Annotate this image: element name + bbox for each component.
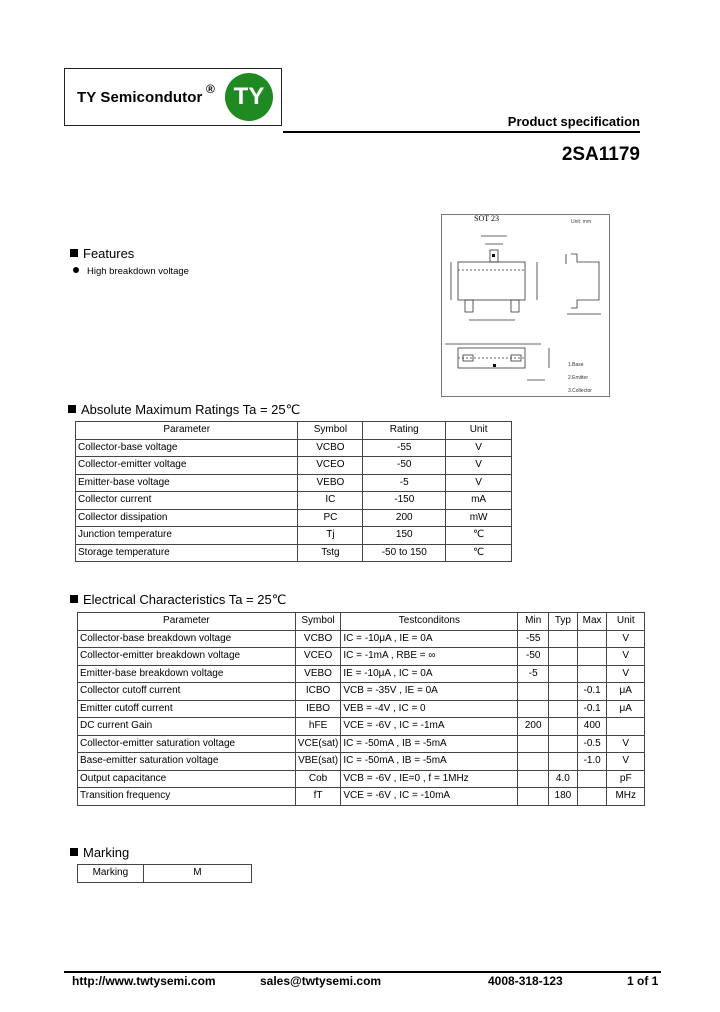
elec-char-table xyxy=(77,612,645,806)
footer-page-number: 1 of 1 xyxy=(627,974,659,988)
cell: -50 to 150 xyxy=(363,544,446,562)
cell: Collector cutoff current xyxy=(78,683,296,701)
cell: Tstg xyxy=(298,544,363,562)
table-row xyxy=(78,683,645,701)
table-row xyxy=(78,630,645,648)
cell: V xyxy=(607,648,645,666)
cell: Collector-base breakdown voltage xyxy=(78,630,296,648)
cell: VCBO xyxy=(298,439,363,457)
cell xyxy=(577,648,607,666)
marking-label: Marking xyxy=(78,865,144,883)
cell xyxy=(549,718,578,736)
package-name: SOT 23 xyxy=(474,214,499,223)
cell: Collector-emitter saturation voltage xyxy=(78,735,296,753)
cell: V xyxy=(607,630,645,648)
cell: V xyxy=(446,439,512,457)
marking-value: M xyxy=(143,865,251,883)
cell: VCBO xyxy=(295,630,341,648)
cell: VCEO xyxy=(298,457,363,475)
cell: VCE = -6V , IC = -10mA xyxy=(341,788,518,806)
cell: DC current Gain xyxy=(78,718,296,736)
cell xyxy=(549,683,578,701)
cell xyxy=(549,665,578,683)
cell: -5 xyxy=(518,665,549,683)
cell: Output capacitance xyxy=(78,770,296,788)
cell: Junction temperature xyxy=(76,527,298,545)
cell: Collector-emitter breakdown voltage xyxy=(78,648,296,666)
table-row xyxy=(76,457,512,475)
table-row xyxy=(78,865,252,883)
col-header: Rating xyxy=(363,422,446,440)
col-header: Symbol xyxy=(295,613,341,631)
cell: mA xyxy=(446,492,512,510)
cell: Collector-base voltage xyxy=(76,439,298,457)
cell: Base-emitter saturation voltage xyxy=(78,753,296,771)
square-bullet-icon xyxy=(70,848,78,856)
cell: VEBO xyxy=(298,474,363,492)
square-bullet-icon xyxy=(70,595,78,603)
cell: -55 xyxy=(363,439,446,457)
table-row xyxy=(76,474,512,492)
cell: Collector current xyxy=(76,492,298,510)
cell: V xyxy=(446,474,512,492)
cell: VBE(sat) xyxy=(295,753,341,771)
pin-label-1: 1.Base xyxy=(568,362,584,368)
col-header: Testconditons xyxy=(341,613,518,631)
cell: IC = -1mA , RBE = ∞ xyxy=(341,648,518,666)
cell: VCB = -35V , IE = 0A xyxy=(341,683,518,701)
cell: mW xyxy=(446,509,512,527)
cell: Storage temperature xyxy=(76,544,298,562)
cell xyxy=(549,630,578,648)
cell xyxy=(518,788,549,806)
cell: VCEO xyxy=(295,648,341,666)
col-header: Parameter xyxy=(78,613,296,631)
square-bullet-icon xyxy=(68,405,76,413)
col-header: Max xyxy=(577,613,607,631)
cell: -50 xyxy=(363,457,446,475)
cell: VCE = -6V , IC = -1mA xyxy=(341,718,518,736)
table-row xyxy=(78,648,645,666)
footer-website-link[interactable]: http://www.twtysemi.com xyxy=(72,974,216,988)
cell xyxy=(549,700,578,718)
cell xyxy=(518,700,549,718)
round-bullet-icon xyxy=(73,267,79,273)
cell: IC = -50mA , IB = -5mA xyxy=(341,753,518,771)
table-row xyxy=(76,527,512,545)
ty-logo-icon: TY xyxy=(225,73,273,121)
cell: Collector dissipation xyxy=(76,509,298,527)
cell: VEBO xyxy=(295,665,341,683)
cell: VEB = -4V , IC = 0 xyxy=(341,700,518,718)
cell: IEBO xyxy=(295,700,341,718)
cell xyxy=(549,735,578,753)
cell: -0.1 xyxy=(577,700,607,718)
square-bullet-icon xyxy=(70,249,78,257)
cell: fT xyxy=(295,788,341,806)
cell xyxy=(577,665,607,683)
company-logo-box xyxy=(64,68,282,126)
cell: VCB = -6V , IE=0 , f = 1MHz xyxy=(341,770,518,788)
cell: PC xyxy=(298,509,363,527)
cell xyxy=(518,735,549,753)
elec-char-heading xyxy=(70,592,286,608)
cell: IE = -10μA , IC = 0A xyxy=(341,665,518,683)
cell xyxy=(518,753,549,771)
cell: -5 xyxy=(363,474,446,492)
table-header-row xyxy=(76,422,512,440)
cell: μA xyxy=(607,700,645,718)
table-row xyxy=(78,700,645,718)
cell: IC = -50mA , IB = -5mA xyxy=(341,735,518,753)
cell: ℃ xyxy=(446,544,512,562)
cell xyxy=(577,788,607,806)
cell: V xyxy=(446,457,512,475)
table-row xyxy=(78,718,645,736)
cell: -0.1 xyxy=(577,683,607,701)
abs-max-table xyxy=(75,421,512,562)
cell: hFE xyxy=(295,718,341,736)
cell: Cob xyxy=(295,770,341,788)
cell: Emitter-base voltage xyxy=(76,474,298,492)
marking-heading xyxy=(70,845,129,860)
cell: V xyxy=(607,735,645,753)
cell xyxy=(518,770,549,788)
col-header: Typ xyxy=(549,613,578,631)
table-header-row xyxy=(78,613,645,631)
table-row xyxy=(78,665,645,683)
abs-max-heading xyxy=(68,402,300,418)
cell: V xyxy=(607,753,645,771)
cell xyxy=(518,683,549,701)
cell: IC xyxy=(298,492,363,510)
cell: -150 xyxy=(363,492,446,510)
features-heading-text: Features xyxy=(83,246,135,261)
cell: V xyxy=(607,665,645,683)
table-row xyxy=(78,770,645,788)
marking-heading-text: Marking xyxy=(83,845,130,860)
sot23-outline-drawing xyxy=(441,214,610,397)
cell: 4.0 xyxy=(549,770,578,788)
pin-label-3: 3.Collector xyxy=(568,388,592,394)
footer-phone: 4008-318-123 xyxy=(488,974,563,988)
cell: ICBO xyxy=(295,683,341,701)
table-row xyxy=(76,544,512,562)
col-header: Min xyxy=(518,613,549,631)
footer-divider xyxy=(64,971,661,973)
cell: Tj xyxy=(298,527,363,545)
cell: MHz xyxy=(607,788,645,806)
table-row xyxy=(76,492,512,510)
registered-mark: ® xyxy=(206,82,215,96)
footer-email-link[interactable]: sales@twtysemi.com xyxy=(260,974,382,988)
cell: -1.0 xyxy=(577,753,607,771)
cell xyxy=(577,630,607,648)
cell: Emitter cutoff current xyxy=(78,700,296,718)
cell: pF xyxy=(607,770,645,788)
cell: -50 xyxy=(518,648,549,666)
cell: -55 xyxy=(518,630,549,648)
table-row xyxy=(76,509,512,527)
table-row xyxy=(76,439,512,457)
pin-label-2: 2.Emitter xyxy=(568,375,589,381)
cell xyxy=(577,770,607,788)
cell: 200 xyxy=(518,718,549,736)
feature-item xyxy=(73,266,189,277)
col-header: Parameter xyxy=(76,422,298,440)
doc-type-title: Product specification xyxy=(507,114,640,129)
part-number: 2SA1179 xyxy=(561,144,640,165)
cell: VCE(sat) xyxy=(295,735,341,753)
company-name: TY Semicondutor xyxy=(77,89,203,106)
cell: Emitter-base breakdown voltage xyxy=(78,665,296,683)
elec-char-heading-text: Electrical Characteristics Ta = 25℃ xyxy=(83,592,287,607)
feature-item-text: High breakdown voltage xyxy=(87,266,189,277)
col-header: Symbol xyxy=(298,422,363,440)
package-unit: Unit: mm xyxy=(571,219,591,225)
cell: Transition frequency xyxy=(78,788,296,806)
table-row xyxy=(78,788,645,806)
cell: 400 xyxy=(577,718,607,736)
header-divider xyxy=(283,131,640,133)
cell: -0.5 xyxy=(577,735,607,753)
cell: μA xyxy=(607,683,645,701)
cell: ℃ xyxy=(446,527,512,545)
features-heading xyxy=(70,246,134,261)
cell: 180 xyxy=(549,788,578,806)
col-header: Unit xyxy=(446,422,512,440)
table-row xyxy=(78,753,645,771)
cell: Collector-emitter voltage xyxy=(76,457,298,475)
cell xyxy=(549,753,578,771)
cell xyxy=(549,648,578,666)
cell xyxy=(607,718,645,736)
abs-max-heading-text: Absolute Maximum Ratings Ta = 25℃ xyxy=(81,402,301,417)
marking-table xyxy=(77,864,252,883)
col-header: Unit xyxy=(607,613,645,631)
table-row xyxy=(78,735,645,753)
cell: 150 xyxy=(363,527,446,545)
cell: 200 xyxy=(363,509,446,527)
cell: IC = -10μA , IE = 0A xyxy=(341,630,518,648)
